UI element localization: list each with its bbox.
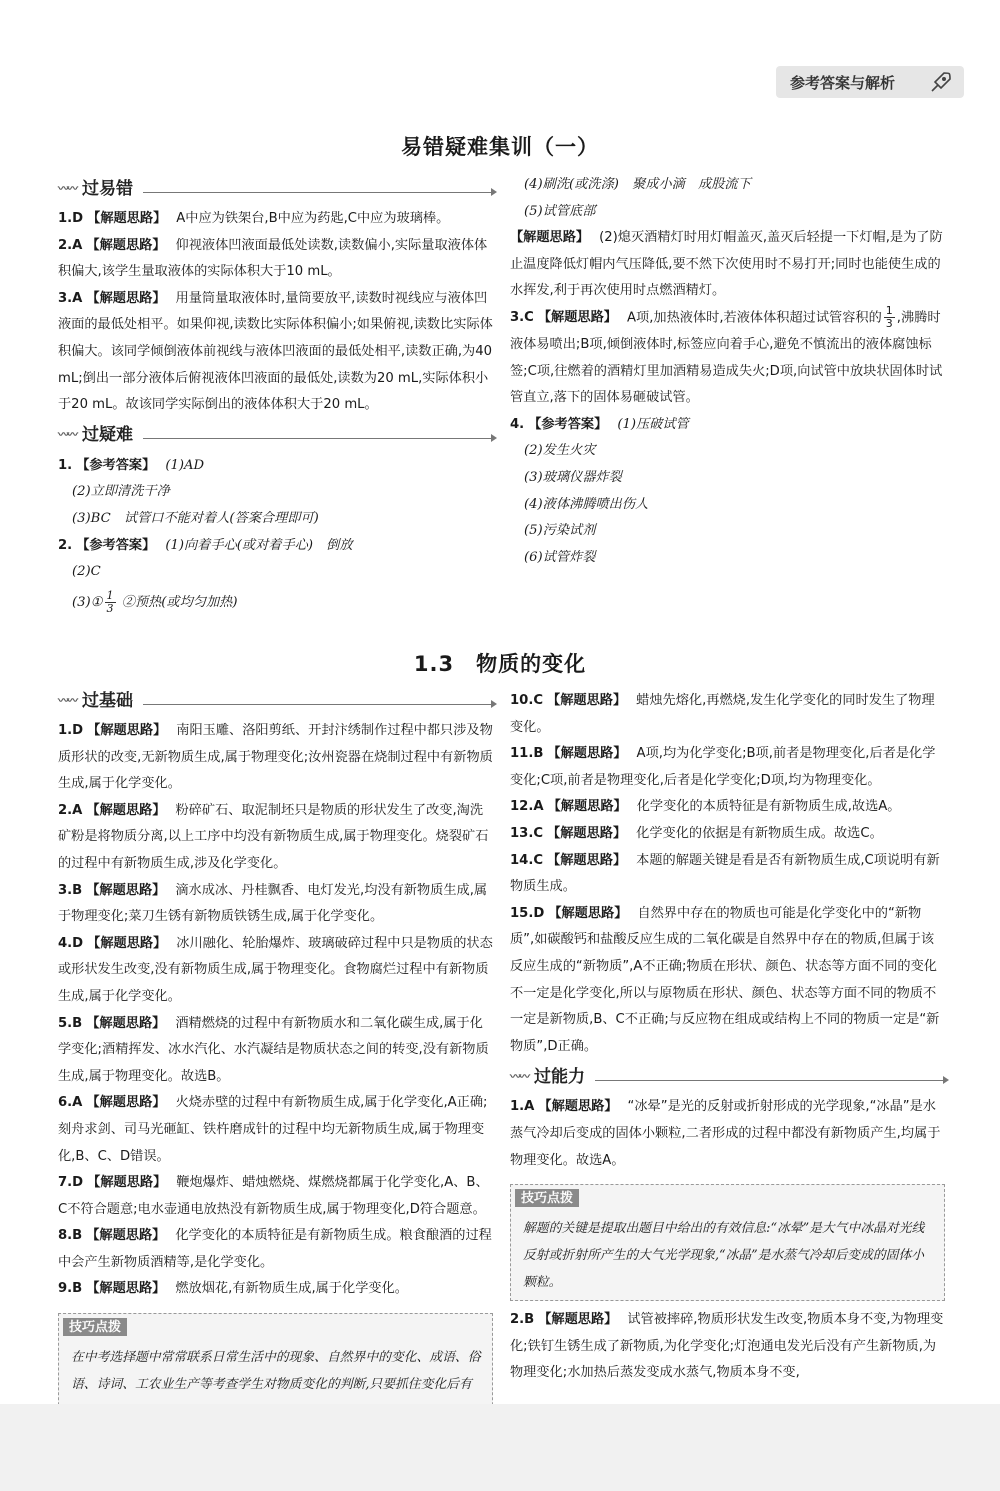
fraction [884, 305, 895, 330]
subsection-header-easy-mistakes [58, 174, 493, 204]
item-text: 自然界中存在的物质也可能是化学变化中的“新物质”,如碳酸钙和盐酸反应生成的二氧化碳是自然界中存在的物质,但属于该反应生成的“新物质”,A不正确;物质在形状、颜色、状态等方面不同的变化不一定是化学变化,所以与原物质在形状、颜色、状态等方面不同的物质不一定是新物质,B、C不正确;与反应物在组成或结构上不同的物质一定是“新物质”,D正确。 [510, 905, 940, 1054]
item-text: 试管被摔碎,物质形状发生改变,物质本身不变,为物理变化;铁钉生锈生成了新物质,为化学变化;灯泡通电发光后没有产生新物质,为物理变化;水加热后蒸发变成水蒸气,物质本身不变, [510, 1312, 944, 1381]
answer-line-part: (3)① [72, 594, 103, 610]
tip-text: 解题的关键是提取出题目中给出的有效信息:“冰晕”是大气中冰晶对光线反射或折射所产生的大气光学现象,“冰晶”是水蒸气冷却后变成的固体小颗粒。 [523, 1221, 925, 1291]
item-text: A中应为铁架台,B中应为药匙,C中应为玻璃棒。 [176, 211, 450, 226]
fraction-denominator: 3 [885, 316, 893, 330]
wave-icon: 〰〰 [510, 1070, 528, 1084]
subsection-title: 过易错 [82, 178, 133, 199]
answer-line-part: ②预热(或均匀加热) [121, 594, 238, 610]
answer-line: (2)立即清洗干净 [72, 484, 170, 500]
answer-item [510, 901, 945, 1061]
section-title-collection: 易错疑难集训（一） [401, 135, 599, 159]
subsection-title: 过疑难 [82, 425, 133, 446]
answer-line: (4)液体沸腾喷出伤人 [524, 496, 649, 512]
divider [143, 438, 493, 439]
item-text: “冰晕”是光的反射或折射形成的光学现象,“冰晶”是水蒸气冷却后变成的固体小颗粒,二者形成的过程中都没有新物质产生,均属于物理变化。故选A。 [510, 1099, 941, 1168]
item-number: 15.D [510, 905, 545, 921]
section2-left-column [58, 684, 493, 1436]
item-number: 12.A [510, 799, 544, 815]
item-text: 化学变化的本质特征是有新物质生成,故选A。 [636, 799, 901, 815]
answer-item [58, 233, 493, 286]
item-tag: 【解题思路】 [86, 290, 166, 306]
wave-icon: 〰〰 [58, 428, 76, 442]
answer-item [58, 1170, 493, 1223]
subsection-header-difficult [58, 421, 493, 451]
answer-item [58, 1223, 493, 1276]
divider [143, 192, 493, 193]
item-text: ,沸腾时液体易喷出;B项,倾倒液体时,标签应向着手心,避免不慎流出的液体腐蚀标签;C项,往燃着的酒精灯里加酒精易造成失火;D项,向试管中放块状固体时试管直立,落下的固体易砸破试管。 [510, 310, 943, 406]
item-number: 2.A [58, 237, 83, 253]
answer-item [510, 848, 945, 901]
answer-item [58, 1011, 493, 1091]
section1-right-column [510, 172, 945, 571]
subsection-header-ability [510, 1062, 945, 1092]
answer-line [58, 590, 493, 617]
item-number: 10.C [510, 693, 544, 708]
item-tag: 【解题思路】 [547, 799, 627, 815]
item-tag: 【解题思路】 [86, 1015, 166, 1031]
item-number: 6.A [58, 1095, 83, 1111]
answer-item [510, 412, 945, 439]
item-number: 1.D [58, 723, 84, 738]
item-number: 1.A [510, 1099, 535, 1115]
answer-item [58, 286, 493, 419]
item-text: 燃放烟花,有新物质生成,属于化学变化。 [175, 1281, 408, 1297]
item-number: 2.B [510, 1312, 535, 1328]
answer-line: (4)刷洗(或洗涤) 聚成小滴 成股流下 [524, 177, 751, 192]
item-tag: 【解题思路】 [86, 237, 166, 253]
fraction [105, 590, 116, 615]
item-tag: 【解题思路】 [547, 746, 627, 762]
item-number: 9.B [58, 1281, 83, 1297]
answer-item [510, 741, 945, 794]
subsection-title: 过基础 [82, 690, 133, 711]
item-text: 鞭炮爆炸、蜡烛燃烧、煤燃烧都属于化学变化,A、B、C不符合题意;电水壶通电放热没有新物质生成,属于物理变化,D符合题意。 [58, 1175, 489, 1217]
wave-icon: 〰〰 [58, 693, 76, 707]
answer-item [58, 1276, 493, 1303]
fraction-numerator: 1 [885, 303, 893, 317]
subsection-header-basics [58, 686, 493, 716]
item-number: 11.B [510, 746, 544, 762]
answer-item [510, 794, 945, 821]
item-tag: 【解题思路】 [538, 1312, 618, 1328]
answer-line: (3)玻璃仪器炸裂 [524, 470, 622, 486]
item-tag: 【解题思路】 [547, 852, 627, 868]
answer-line: (1)向着手心(或对着手心) 倒放 [165, 537, 353, 553]
fraction-denominator: 3 [106, 601, 114, 615]
item-tag: 【解题思路】 [87, 1175, 167, 1191]
item-tag: 【解题思路】 [86, 1281, 166, 1297]
answer-line: (1)压破试管 [617, 416, 689, 432]
answer-line: (1)AD [165, 457, 205, 473]
item-number: 7.D [58, 1175, 84, 1191]
item-tag: 【解题思路】 [86, 1228, 166, 1244]
answer-line: (5)试管底部 [524, 203, 596, 219]
answer-item [58, 798, 493, 878]
item-text: (2)熄灭酒精灯时用灯帽盖灭,盖灭后轻提一下灯帽,是为了防止温度降低灯帽内气压降低,要不然下次使用时不易打开;同时也能使生成的水挥发,利于再次使用时点燃酒精灯。 [510, 230, 943, 299]
item-number: 3.C [510, 310, 534, 326]
answer-list [510, 688, 945, 1060]
item-number: 14.C [510, 852, 544, 868]
item-number: 4. [510, 416, 525, 432]
item-text: 本题的解题关键是看是否有新物质生成,C项说明有新物质生成。 [510, 852, 940, 895]
item-tag: 【解题思路】 [538, 1099, 618, 1115]
item-tag: 【参考答案】 [528, 416, 608, 432]
subsection-title: 过能力 [534, 1067, 585, 1088]
item-tag: 【解题思路】 [87, 723, 167, 738]
answer-item [510, 821, 945, 848]
item-text: 酒精燃烧的过程中有新物质水和二氧化碳生成,属于化学变化;酒精挥发、冰水汽化、水汽凝结是物质状态之间的转变,没有新物质生成,属于物理变化。故选B。 [58, 1015, 489, 1084]
answer-item [58, 533, 493, 560]
tip-label: 技巧点拨 [63, 1318, 127, 1336]
item-text: 蜡烛先熔化,再燃烧,发生化学变化的同时发生了物理变化。 [510, 693, 935, 735]
tip-label: 技巧点拨 [515, 1189, 579, 1207]
item-number: 1. [58, 457, 73, 473]
item-text: 用量筒量取液体时,量筒要放平,读数时视线应与液体凹液面的最低处相平。如果仰视,读数比实际体积偏小;如果俯视,读数比实际体积偏大。该同学倾倒液体前视线与液体凹液面的最低处相平,读数正确,为40 mL;倒出一部分液体后俯视液体凹液面的最低处,读数为20 mL,实际体积小于20 mL。故该同学实际倒出的液体体积大于20 mL。 [58, 290, 493, 413]
item-text: A项,均为化学变化;B项,前者是物理变化,后者是化学变化;C项,前者是物理变化,后者是化学变化;D项,均为物理变化。 [510, 746, 936, 788]
item-number: 4.D [58, 935, 84, 951]
answer-line: (3)BC 试管口不能对着人(答案合理即可) [72, 510, 319, 526]
divider [595, 1080, 945, 1081]
item-text: 南阳玉雕、洛阳剪纸、开封汴绣制作过程中都只涉及物质形状的改变,无新物质生成,属于物理变化;汝州瓷器在烧制过程中有新物质生成,属于化学变化。 [58, 723, 493, 792]
item-tag: 【解题思路】 [86, 802, 166, 818]
item-tag: 【参考答案】 [76, 457, 156, 473]
answer-item [58, 931, 493, 1011]
item-text: 滴水成冰、丹桂飘香、电灯发光,均没有新物质生成,属于物理变化;菜刀生锈有新物质铁锈生成,属于化学变化。 [58, 882, 488, 925]
item-number: 3.A [58, 290, 83, 306]
item-tag: 【解题思路】 [537, 310, 617, 326]
item-text: 火烧赤壁的过程中有新物质生成,属于化学变化,A正确;刻舟求剑、司马光砸缸、铁杵磨成针的过程中均无新物质生成,属于物理变化,B、C、D错误。 [58, 1095, 488, 1164]
wave-icon: 〰〰 [58, 181, 76, 195]
fraction-numerator: 1 [106, 588, 114, 602]
answer-item [58, 1090, 493, 1170]
item-tag: 【解题思路】 [548, 905, 628, 921]
item-number: 2. [58, 537, 73, 553]
answer-item [58, 453, 493, 480]
section2-right-column [510, 688, 945, 1387]
answer-item [510, 305, 945, 412]
item-tag: 【解题思路】 [510, 230, 590, 246]
answer-list [58, 718, 493, 1303]
item-tag: 【解题思路】 [86, 1095, 166, 1111]
item-text: 仰视液体凹液面最低处读数,读数偏小,实际量取液体体积偏大,该学生量取液体的实际体积大于10 mL。 [58, 237, 488, 280]
item-number: 8.B [58, 1228, 83, 1244]
answer-line: (2)C [72, 564, 101, 580]
item-text: 化学变化的本质特征是有新物质生成。粮食酿酒的过程中会产生新物质酒精等,是化学变化。 [58, 1228, 492, 1270]
item-number: 1.D [58, 211, 84, 226]
item-text: 粉碎矿石、取泥制坯只是物质的形状发生了改变,淘洗矿粉是将物质分离,以上工序中均没有新物质生成,属于物理变化。烧裂矿石的过程中有新物质生成,涉及化学变化。 [58, 802, 489, 871]
item-number: 13.C [510, 825, 544, 841]
answer-item [58, 206, 493, 233]
item-tag: 【解题思路】 [87, 935, 167, 951]
item-tag: 【解题思路】 [87, 211, 167, 226]
answer-line: (2)发生火灾 [524, 443, 596, 459]
answer-item [510, 1307, 945, 1387]
item-tag: 【解题思路】 [547, 825, 627, 841]
item-text: A项,加热液体时,若液体体积超过试管容积的 [627, 310, 882, 326]
item-text: 冰川融化、轮胎爆炸、玻璃破碎过程中只是物质的状态或形状发生改变,没有新物质生成,属于物理变化。食物腐烂过程中有新物质生成,属于化学变化。 [58, 935, 493, 1004]
divider [143, 704, 493, 705]
answer-line: (5)污染试剂 [524, 523, 596, 539]
item-number: 2.A [58, 802, 83, 818]
header-section-tag [776, 66, 964, 98]
item-text: 化学变化的依据是有新物质生成。故选C。 [636, 825, 883, 841]
answer-item [58, 718, 493, 798]
item-tag: 【解题思路】 [547, 693, 627, 708]
tip-box [510, 1184, 945, 1301]
answer-line: (6)试管炸裂 [524, 549, 596, 565]
item-tag: 【参考答案】 [76, 537, 156, 553]
answer-item [510, 688, 945, 741]
item-tag: 【解题思路】 [86, 882, 166, 898]
rocket-icon [928, 69, 954, 95]
answer-item [58, 878, 493, 931]
tip-text: 在中考选择题中常常联系日常生活中的现象、自然界中的变化、成语、俗语、诗词、工农业生产等考查学生对物质变化的判断,只要抓住变化后有 [71, 1350, 481, 1393]
section1-left-column [58, 172, 493, 616]
answer-item [510, 1094, 945, 1174]
item-number: 3.B [58, 882, 83, 898]
answer-item [510, 225, 945, 305]
footer-band [0, 1404, 1000, 1491]
item-number: 5.B [58, 1015, 83, 1031]
section-title-changes-of-matter: 1.3 物质的变化 [413, 652, 587, 676]
header-tag-text: 参考答案与解析 [790, 73, 896, 92]
